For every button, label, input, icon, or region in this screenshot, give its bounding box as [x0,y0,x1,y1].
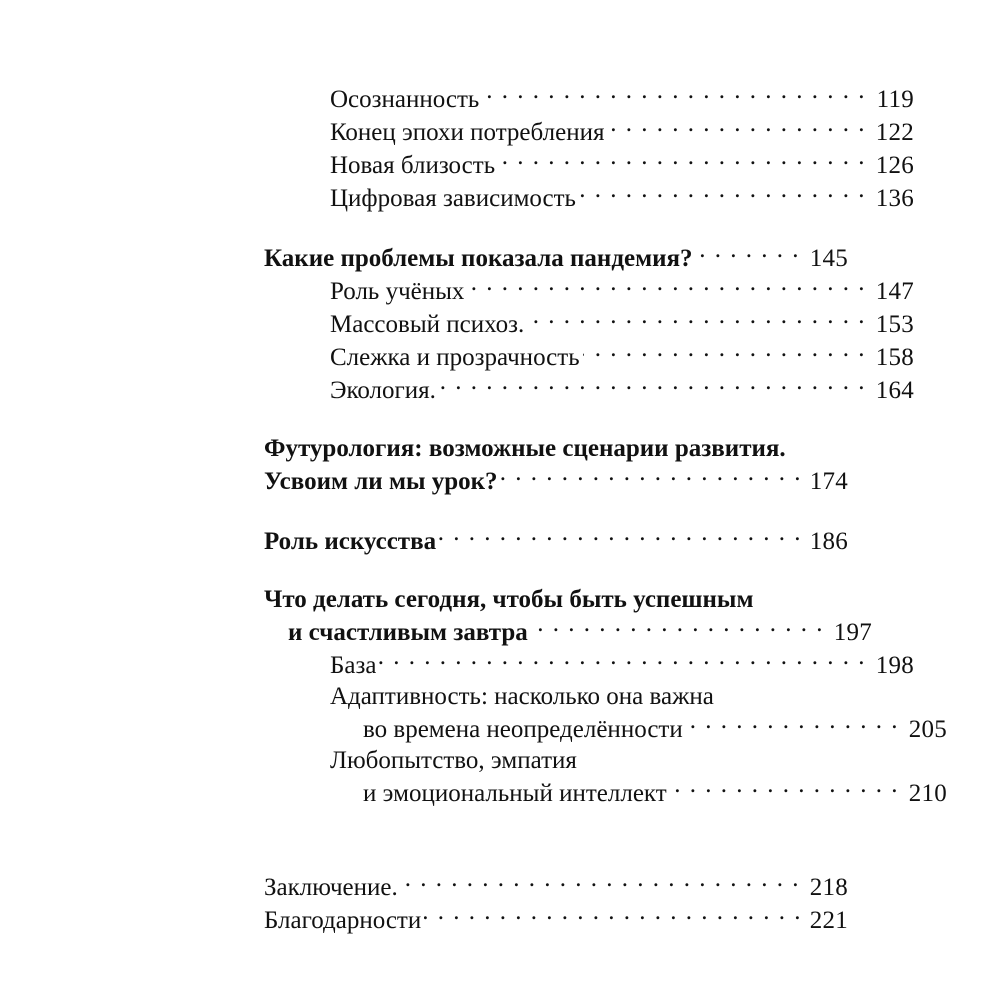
toc-page-number: 136 [875,185,914,212]
dot-leader [604,115,866,140]
toc-page-number: 158 [875,344,914,371]
toc-entry[interactable] [330,340,914,373]
toc-entry[interactable] [330,115,914,148]
toc-entry[interactable] [363,712,947,745]
toc-entry-title: Усвоим ли мы урок? [264,468,498,495]
dot-leader [583,340,866,365]
toc-entry-title: Роль учёных [330,278,465,305]
toc-entry-title: Цифровая зависимость [330,185,576,212]
dot-leader [531,615,824,640]
toc-page-number: 119 [876,86,914,113]
toc-group [264,82,914,214]
dot-leader [482,82,866,107]
dot-leader [670,776,899,801]
toc-entry[interactable] [330,82,914,115]
dot-leader [524,307,866,332]
toc-entry-title: Заключение. [264,874,398,901]
toc-entry-title: Конец эпохи потребления [330,119,605,146]
toc-entry-title: Роль искусства [264,528,437,555]
toc-page-number: 147 [875,278,914,305]
toc-entry[interactable] [330,148,914,181]
dot-leader [424,903,802,928]
toc-page-number: 145 [809,245,848,272]
toc-page-number: 197 [833,619,872,646]
toc-page-number: 198 [875,652,914,679]
toc-group [264,433,848,497]
dot-leader [501,464,802,489]
toc-page-number: 221 [809,907,848,934]
dot-leader [579,181,866,206]
toc-entry-title: и эмоциональный интеллект [363,780,667,807]
toc-group [264,870,848,936]
toc-entry[interactable] [264,903,848,936]
toc-entry[interactable] [264,870,848,903]
toc-entry-title-continued[interactable]: Любопытство, эмпатия [330,747,577,774]
toc-entry-title: База [330,652,377,679]
toc-group [264,584,947,809]
toc-page-number: 174 [809,468,848,495]
toc-entry[interactable] [264,464,848,497]
toc-entry-title: и счастливым завтра [288,619,528,646]
toc-page-number: 164 [875,377,914,404]
toc-entry-title: Новая близость [330,152,496,179]
toc-entry-title: Массовый психоз. [330,311,525,338]
toc-entry[interactable] [264,524,848,557]
toc-entry[interactable] [330,648,914,681]
toc-entry-title: Осознанность [330,86,480,113]
toc-page-number: 122 [875,119,914,146]
toc-entry-title: Благодарности [264,907,422,934]
dot-leader [467,274,866,299]
dot-leader [498,148,866,173]
toc-entry-title-continued[interactable]: Адаптивность: насколько она важна [330,683,714,710]
dot-leader [693,241,800,266]
toc-entry-title: Какие проблемы показала пандемия? [264,245,693,272]
toc-entry-title: Слежка и прозрачность [330,344,580,371]
dot-leader [436,373,866,398]
toc-page-number: 186 [809,528,848,555]
dot-leader [398,870,800,895]
toc-entry[interactable] [330,307,914,340]
table-of-contents [264,82,947,936]
toc-entry-title: Экология. [330,377,436,404]
toc-entry-title-continued[interactable]: Что делать сегодня, чтобы быть успешным [264,586,754,613]
toc-page-number: 210 [908,780,947,807]
toc-page-number: 218 [809,874,848,901]
toc-entry[interactable] [264,241,848,274]
toc-entry[interactable] [288,615,872,648]
toc-entry[interactable] [330,274,914,307]
toc-entry-title-continued[interactable]: Футурология: возможные сценарии развития. [264,435,786,462]
toc-entry[interactable] [330,181,914,214]
toc-entry-title: во времена неопределённости [363,716,683,743]
dot-leader [686,712,899,737]
toc-group [264,241,914,406]
toc-page-number: 205 [908,716,947,743]
toc-page-number: 153 [875,311,914,338]
toc-entry[interactable] [363,776,947,809]
toc-entry[interactable] [330,373,914,406]
section-spacer [264,809,848,870]
toc-page-number: 126 [875,152,914,179]
toc-group [264,524,848,557]
dot-leader [439,524,802,549]
dot-leader [379,648,866,673]
